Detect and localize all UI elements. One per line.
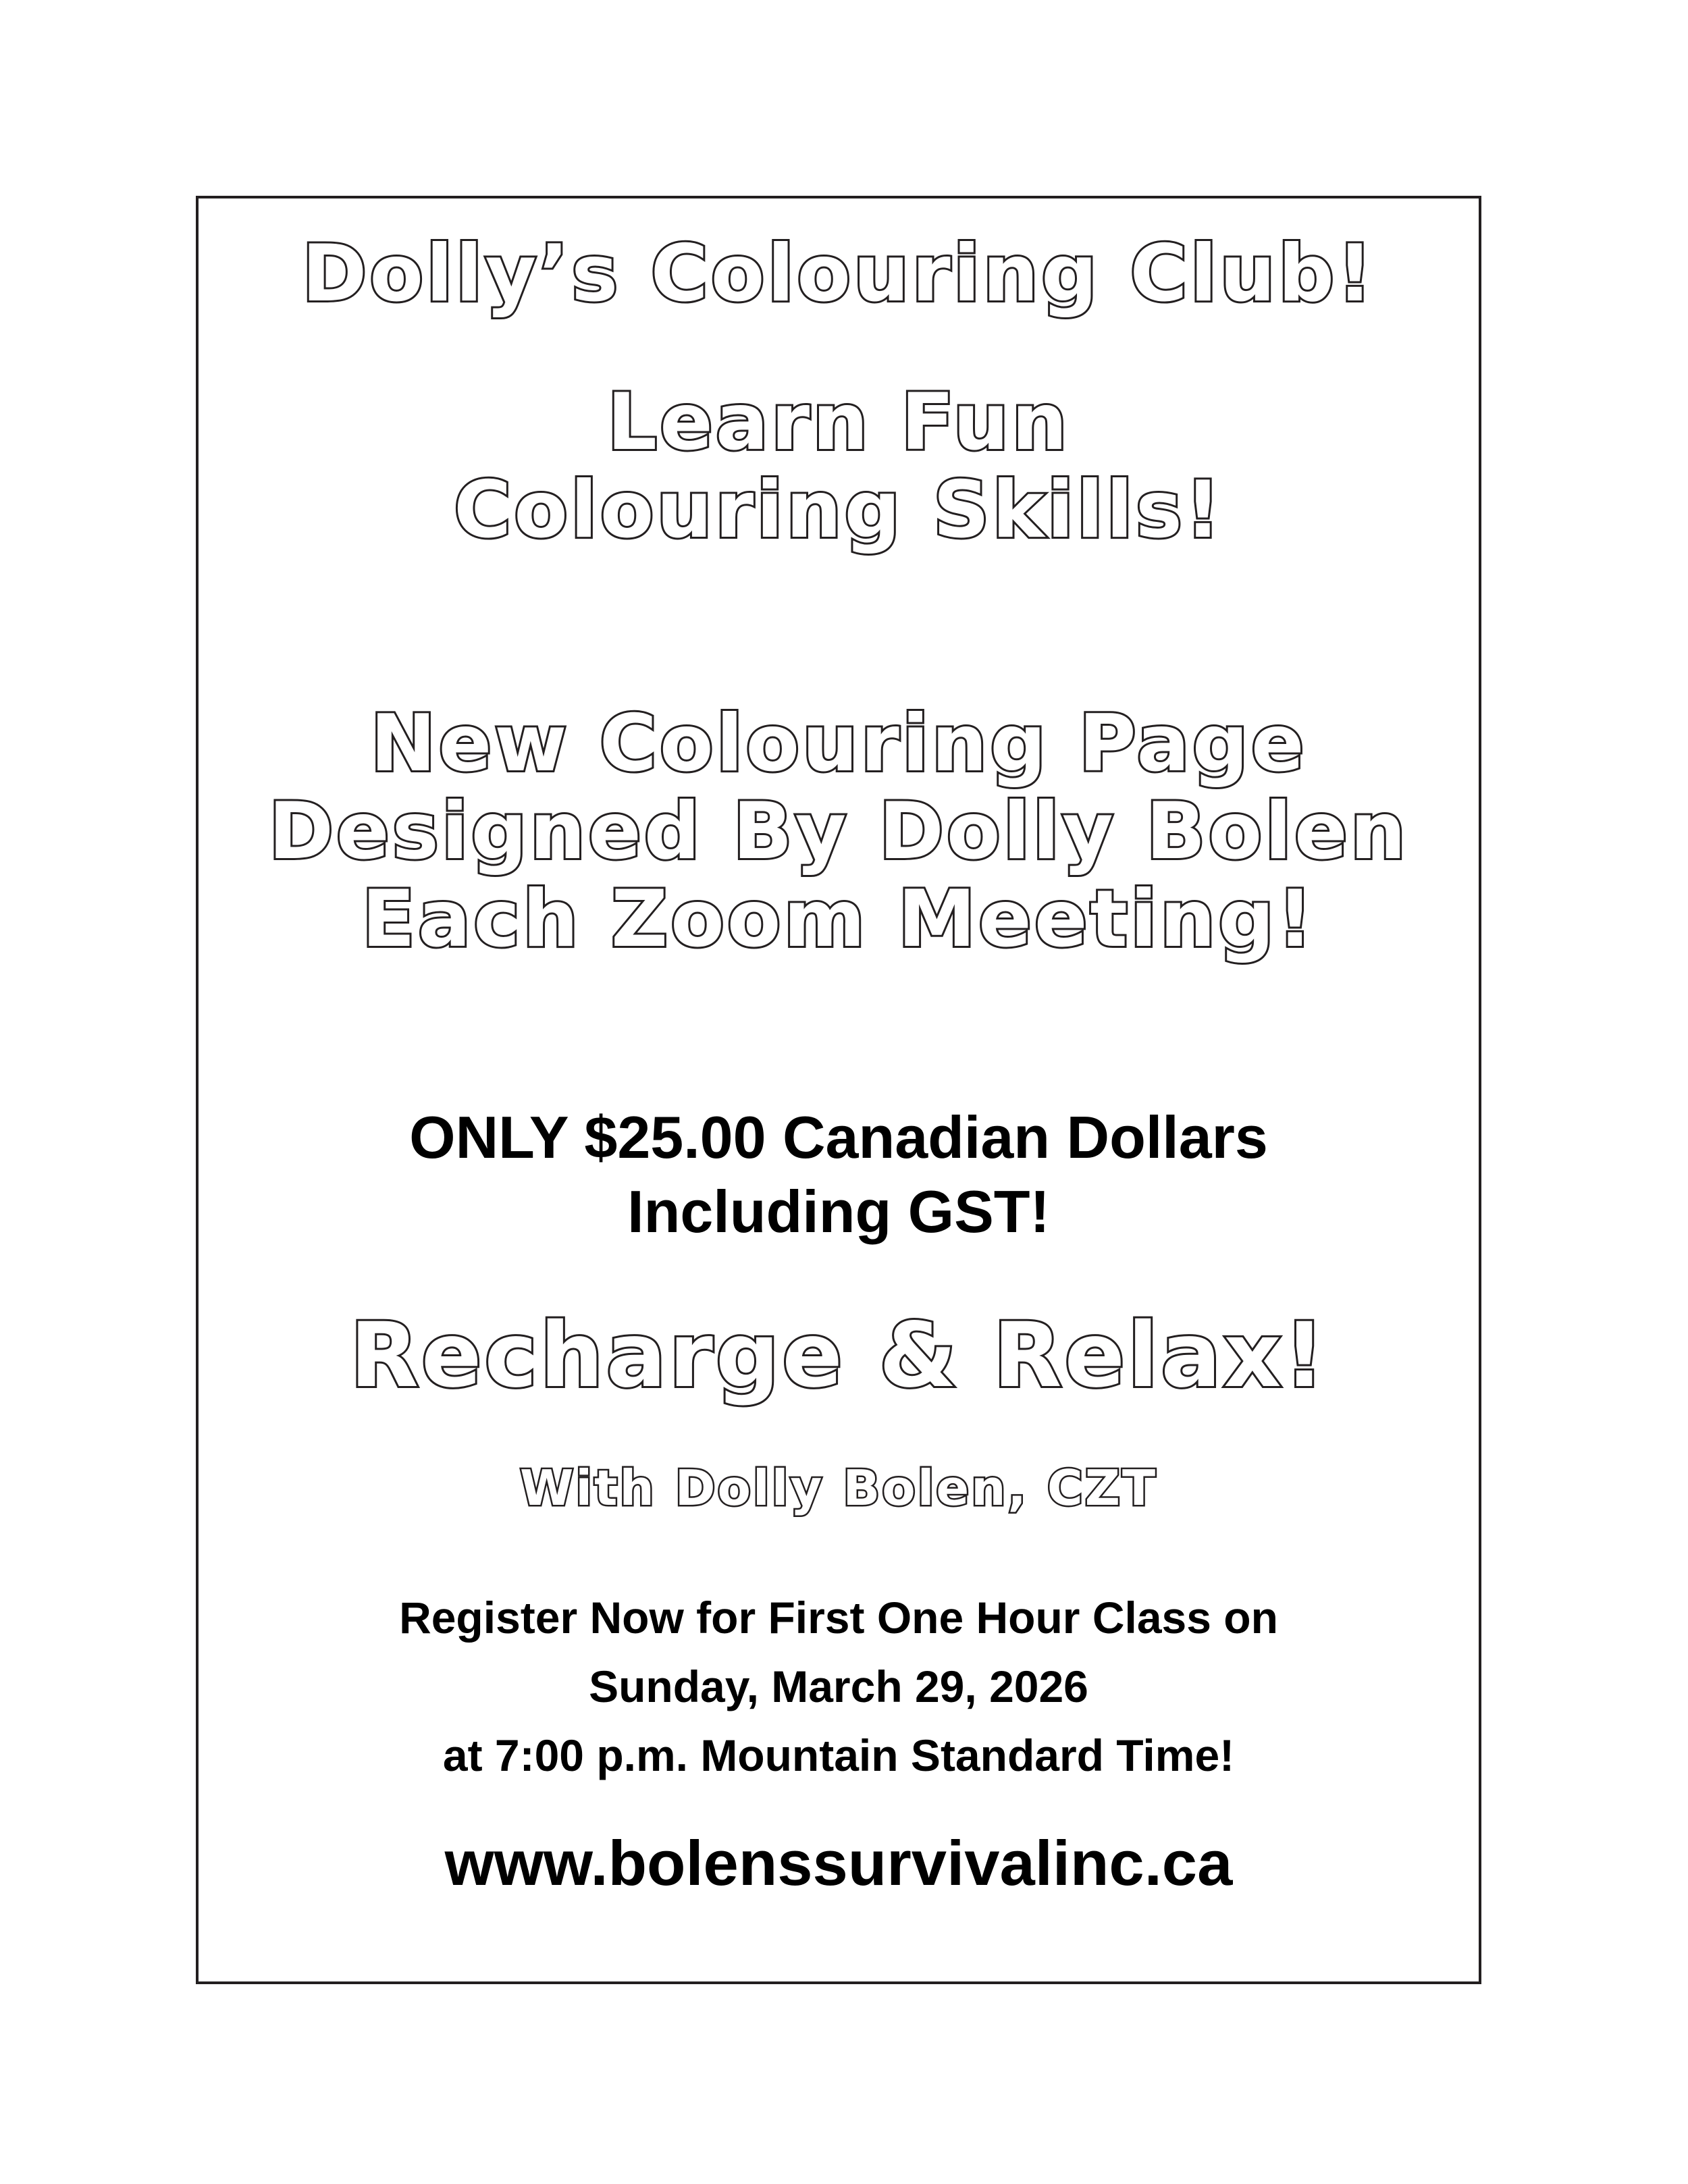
tagline: Recharge & Relax! (350, 1304, 1327, 1408)
learn-line-1: Learn Fun (607, 377, 1070, 468)
new-page-line-2: Designed By Dolly Bolen (268, 786, 1409, 877)
register-line-1: Register Now for First One Hour Class on (399, 1593, 1278, 1643)
new-page-line-1: New Colouring Page (370, 698, 1307, 789)
website-link[interactable]: www.bolenssurvivalinc.ca (444, 1828, 1233, 1898)
register-line-2: Sunday, March 29, 2026 (589, 1661, 1088, 1711)
flyer-title: Dolly’s Colouring Club! (302, 228, 1375, 319)
flyer-border (196, 196, 1481, 1984)
register-line-3: at 7:00 p.m. Mountain Standard Time! (442, 1730, 1235, 1780)
price-line-2: Including GST! (627, 1178, 1050, 1245)
learn-line-2: Colouring Skills! (454, 464, 1223, 556)
byline: With Dolly Bolen, CZT (519, 1460, 1158, 1516)
new-page-line-3: Each Zoom Meeting! (361, 874, 1316, 965)
price-line-1: ONLY $25.00 Canadian Dollars (409, 1104, 1268, 1171)
